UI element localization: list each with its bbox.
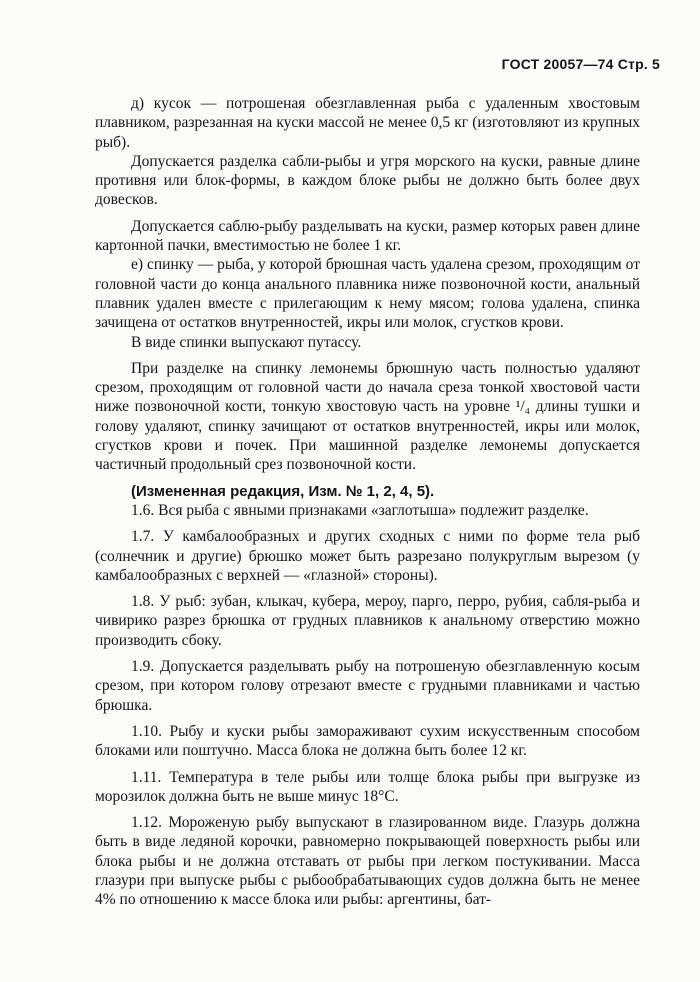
paragraph-lemonema: При разделке на спинку лемонемы брюшную часть полностью удаляют срезом, проходящим от головной части до начала среза тонкой хвостовой части ниже позвоночной кости, тонкую хвостовую часть на уровне ¹/₄ длины тушки и голову удаляют, спинку зачищают от остатков внутренностей, икры или молок, сгустков крови и почек. При машинной разделке лемонемы допускается частичный продольный срез позвоночной кости.: [95, 359, 640, 474]
clause-1-7: 1.7. У камбалообразных и других сходных с ними по форме тела рыб (солнечник и другие) брюшко может быть разрезано полукруглым вырезом (у камбалообразных с верхней — «глазной» стороны).: [95, 528, 640, 584]
paragraph-putassu: В виде спинки выпускают путассу.: [131, 333, 362, 351]
paragraph-amendment: (Измененная редакция, Изм. № 1, 2, 4, 5).: [131, 482, 435, 500]
document-body: [95, 94, 640, 910]
clause-1-8: 1.8. У рыб: зубан, клыкач, кубера, мероу, парго, перро, рубия, сабля-рыба и чивирико разрез брюшка от грудных плавников к анальному отверстию можно производить сбоку.: [95, 593, 640, 649]
clause-1-6: 1.6. Вся рыба с явными признаками «заглотыша» подлежит разделке.: [131, 501, 589, 519]
page-header: ГОСТ 20057—74 Стр. 5: [501, 56, 660, 72]
clause-1-9: 1.9. Допускается разделывать рыбу на потрошеную обезглавленную косым срезом, при котором голову отрезают вместе с грудными плавниками и частью брюшка.: [95, 658, 640, 714]
paragraph-sablya-pachka: Допускается саблю-рыбу разделывать на куски, размер которых равен длине картонной пачки, вместимостью не более 1 кг.: [95, 217, 640, 255]
paragraph-spinka: е) спинку — рыба, у которой брюшная часть удалена срезом, проходящим от головной части до конца анального плавника ниже позвоночной кости, анальный плавник удален вместе с прилегающим к нему мясом; голова удалена, спинка зачищена от остатков внутренностей, икры или молок, сгустков крови.: [95, 256, 640, 332]
paragraph-kusok: д) кусок — потрошеная обезглавленная рыба с удаленным хвостовым плавником, разрезанная на куски массой не менее 0,5 кг (изготовляют из крупных рыб).: [95, 95, 640, 151]
paragraph-sablya-ugor: Допускается разделка сабли-рыбы и угря морского на куски, равные длине противня или блок-формы, в каждом блоке рыбы не должно быть более двух довесков.: [95, 152, 640, 209]
clause-1-10: 1.10. Рыбу и куски рыбы замораживают сухим искусственным способом блоками или поштучно. Масса блока не должна быть более 12 кг.: [95, 722, 640, 760]
clause-1-11: 1.11. Температура в теле рыбы или толще блока рыбы при выгрузке из морозилок должна быть не выше минус 18°С.: [95, 768, 640, 805]
clause-1-12: 1.12. Мороженую рыбу выпускают в глазированном виде. Глазурь должна быть в виде ледяной корочки, равномерно покрывающей поверхность рыбы или блока рыбы и не должна отставать от рыбы при легком постукивании. Масса глазури при выпуске рыбы с рыбообрабатывающих судов должна быть не менее 4% по отношению к массе блока или рыбы: аргентины, бат-: [95, 814, 640, 909]
